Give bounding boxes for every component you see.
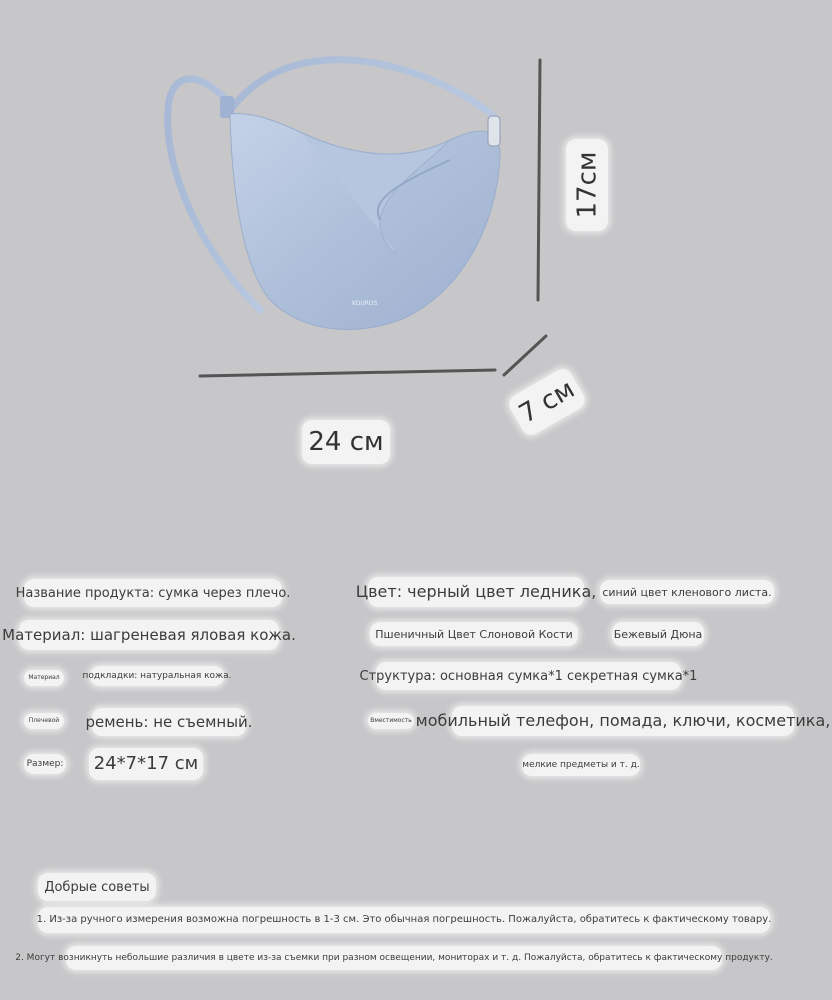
bag-image: [0, 0, 832, 480]
spec-strap: ремень: не съемный.: [92, 708, 246, 736]
tip-2: 2. Могут возникнуть небольшие различия в цвете из-за съемки при разном освещении, мониторах и т. д. Пожалуйста, обратитесь к фактическому продукту.: [66, 946, 722, 970]
spec-size: 24*7*17 см: [89, 748, 203, 780]
spec-capacity: мобильный телефон, помада, ключи, косметика,: [452, 706, 794, 736]
height-label: 17см: [566, 139, 608, 231]
spec-material: Материал: шагреневая яловая кожа.: [19, 620, 279, 650]
spec-product-name: Название продукта: сумка через плечо.: [24, 579, 282, 607]
svg-text:KOUROS: KOUROS: [352, 300, 378, 307]
spec-strap-tag: Плечевой: [24, 713, 64, 729]
tips-title: Добрые советы: [38, 873, 156, 901]
spec-capacity-tag: Вместимость: [368, 713, 414, 729]
spec-size-tag: Размер:: [24, 754, 66, 774]
spec-color-ivory: Пшеничный Цвет Слоновой Кости: [370, 622, 578, 646]
spec-color-label: Цвет: черный цвет ледника,: [368, 577, 584, 607]
spec-lining-tag: Материал: [24, 670, 64, 686]
bag-body: [230, 114, 500, 330]
spec-color-beige: Бежевый Дюна: [612, 622, 704, 646]
tip-1: 1. Из-за ручного измерения возможна погрешность в 1-3 см. Это обычная погрешность. Пожалуйста, обратитесь к фактическому товару.: [38, 907, 770, 933]
spec-small-items: мелкие предметы и т. д.: [522, 754, 640, 776]
spec-lining: подкладки: натуральная кожа.: [90, 666, 224, 686]
width-label: 24 см: [302, 420, 390, 464]
strap-right: [232, 60, 496, 118]
spec-color-blue: синий цвет кленового листа.: [600, 580, 774, 604]
spec-structure: Структура: основная сумка*1 секретная сумка*1: [376, 662, 681, 690]
depth-label: 7 см: [506, 365, 589, 438]
